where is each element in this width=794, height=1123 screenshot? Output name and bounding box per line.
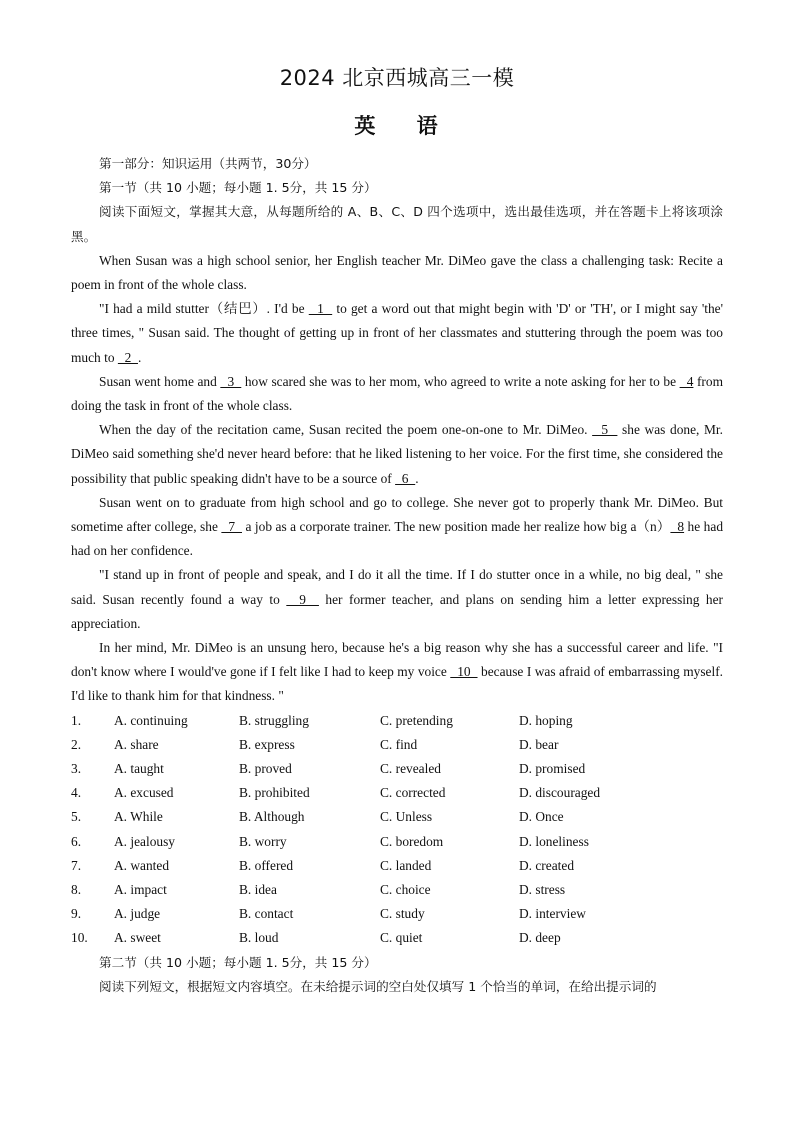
section-instructions-1: 阅读下面短文，掌握其大意，从每题所给的 A、B、C、D 四个选项中，选出最佳选项，并在答题卡上将该项涂黑。 — [71, 204, 723, 244]
blank-9: 9 — [286, 591, 319, 607]
option-row — [71, 709, 723, 733]
option-b: B. offered — [239, 857, 294, 873]
passage-text: from doing the task in front of the whole class. — [71, 373, 723, 414]
question-number: 5. — [71, 809, 82, 825]
passage-text: When Susan was a high school senior, her English teacher Mr. DiMeo gave the class a challenging task: Recite a poem in front of the whole class. — [71, 252, 723, 293]
option-c: C. quiet — [380, 930, 423, 946]
option-d: D. interview — [519, 906, 586, 922]
option-c: C. landed — [380, 857, 432, 873]
passage-text: a job as a corporate trainer. The new position made her realize how big a（n） — [242, 519, 671, 535]
section-heading-2: 第二节（共 10 小题；每小题 1. 5分，共 15 分） — [99, 954, 377, 970]
passage-text: . — [415, 470, 419, 486]
option-b: B. proved — [239, 761, 292, 777]
passage-paragraph-2 — [71, 297, 723, 370]
option-c: C. find — [380, 736, 418, 752]
option-b: B. prohibited — [239, 785, 310, 801]
option-c: C. corrected — [380, 785, 446, 801]
passage-text: she was done, Mr. DiMeo said something she'd never heard before: that he liked listening to her voice. For the first time, she considered the possibility that public speaking didn't have to be a source of — [71, 422, 723, 486]
blank-8: 8 — [670, 519, 685, 535]
passage-text: Susan went home and — [99, 373, 221, 389]
exam-title: 2024 北京西城高三一模 — [279, 66, 515, 90]
option-b: B. contact — [239, 906, 294, 922]
passage-text: how scared she was to her mom, who agreed to write a note asking for her to be — [241, 373, 680, 389]
option-row — [71, 878, 723, 902]
option-d: D. discouraged — [519, 785, 601, 801]
question-number: 8. — [71, 881, 82, 897]
option-d: D. loneliness — [519, 833, 589, 849]
passage-text: . — [137, 349, 142, 365]
blank-4: 4 — [679, 373, 694, 389]
option-b: B. express — [239, 736, 295, 752]
question-number: 4. — [71, 785, 82, 801]
option-d: D. stress — [519, 881, 566, 897]
question-number: 9. — [71, 906, 82, 922]
exam-content — [71, 152, 723, 999]
passage-paragraph-6 — [71, 563, 723, 636]
option-b: B. loud — [239, 930, 279, 946]
passage-text: to get a word out that might begin with 'D' or 'TH', or I might say 'the' three times, " Susan said. The thought of getting up in front of her classmates and stuttering through the poem was too much to — [71, 301, 723, 365]
options-list — [71, 709, 723, 951]
blank-5: 5 — [592, 422, 618, 438]
question-number: 7. — [71, 857, 82, 873]
option-b: B. idea — [239, 881, 277, 897]
option-a: A. share — [114, 736, 159, 752]
section-heading-1: 第一节（共 10 小题；每小题 1. 5分，共 15 分） — [99, 180, 377, 196]
option-row — [71, 781, 723, 805]
blank-3: 3 — [220, 373, 242, 389]
passage-text: In her mind, Mr. DiMeo is an unsung hero, because he's a big reason why she has a successful career and life. "I don't know where I would've gone if I felt like I had to keep my voice — [71, 640, 723, 680]
option-row — [71, 902, 723, 926]
option-a: A. continuing — [114, 712, 188, 728]
passage-text: "I stand up in front of people and speak, and I do it all the time. If I do stutter once in a while, no big deal, " she said. Susan recently found a way to — [71, 567, 723, 607]
passage-text: he had had on her confidence. — [71, 519, 724, 559]
question-number: 1. — [71, 712, 82, 728]
option-d: D. promised — [519, 761, 586, 777]
option-a: A. sweet — [114, 930, 161, 946]
option-d: D. created — [519, 857, 575, 873]
option-c: C. pretending — [380, 712, 453, 728]
option-d: D. hoping — [519, 712, 573, 728]
blank-6: 6 — [395, 470, 416, 486]
option-d: D. Once — [519, 809, 564, 825]
passage-paragraph-5 — [71, 491, 723, 564]
passage-paragraph-7 — [71, 636, 723, 709]
subject-title: 英 语 — [354, 114, 440, 138]
passage-paragraph-3 — [71, 370, 723, 418]
option-row — [71, 854, 723, 878]
option-a: A. While — [114, 809, 163, 825]
option-a: A. jealousy — [114, 833, 175, 849]
option-a: A. taught — [114, 761, 164, 777]
part-heading: 第一部分：知识运用（共两节，30分） — [99, 156, 317, 171]
blank-2: 2 — [117, 349, 138, 365]
option-a: A. impact — [114, 881, 167, 897]
option-a: A. excused — [114, 785, 174, 801]
option-row — [71, 805, 723, 829]
option-row — [71, 830, 723, 854]
passage-text: "I had a mild stutter（结巴）. I'd be — [99, 301, 309, 317]
question-number: 6. — [71, 833, 82, 849]
option-row — [71, 926, 723, 950]
passage-text: because I was afraid of embarrassing myself. I'd like to thank him for that kindness. " — [71, 664, 723, 704]
option-a: A. judge — [114, 906, 161, 922]
blank-1: 1 — [308, 301, 333, 317]
option-row — [71, 757, 723, 781]
option-b: B. worry — [239, 833, 287, 849]
blank-10: 10 — [450, 664, 478, 680]
passage-paragraph-1 — [71, 249, 723, 297]
option-d: D. bear — [519, 736, 559, 752]
passage-text: When the day of the recitation came, Susan recited the poem one-on-one to Mr. DiMeo. — [99, 422, 593, 438]
passage-paragraph-4 — [71, 418, 723, 491]
option-b: B. Although — [239, 809, 305, 825]
option-c: C. study — [380, 906, 425, 922]
passage-text: her former teacher, and plans on sending him a letter expressing her appreciation. — [71, 591, 723, 631]
question-number: 2. — [71, 736, 82, 752]
option-c: C. Unless — [380, 809, 433, 825]
option-row — [71, 733, 723, 757]
option-a: A. wanted — [114, 857, 170, 873]
section-instructions-2: 阅读下列短文，根据短文内容填空。在未给提示词的空白处仅填写 1 个恰当的单词，在给出提示词的 — [99, 978, 657, 994]
option-d: D. deep — [519, 930, 561, 946]
option-b: B. struggling — [239, 712, 309, 728]
blank-7: 7 — [221, 519, 242, 535]
question-number: 10. — [71, 930, 88, 946]
question-number: 3. — [71, 761, 82, 777]
option-c: C. choice — [380, 881, 431, 897]
option-c: C. boredom — [380, 833, 444, 849]
passage-text: Susan went on to graduate from high school and go to college. She never got to properly thank Mr. DiMeo. But sometime after college, she — [71, 494, 723, 535]
option-c: C. revealed — [380, 761, 441, 777]
